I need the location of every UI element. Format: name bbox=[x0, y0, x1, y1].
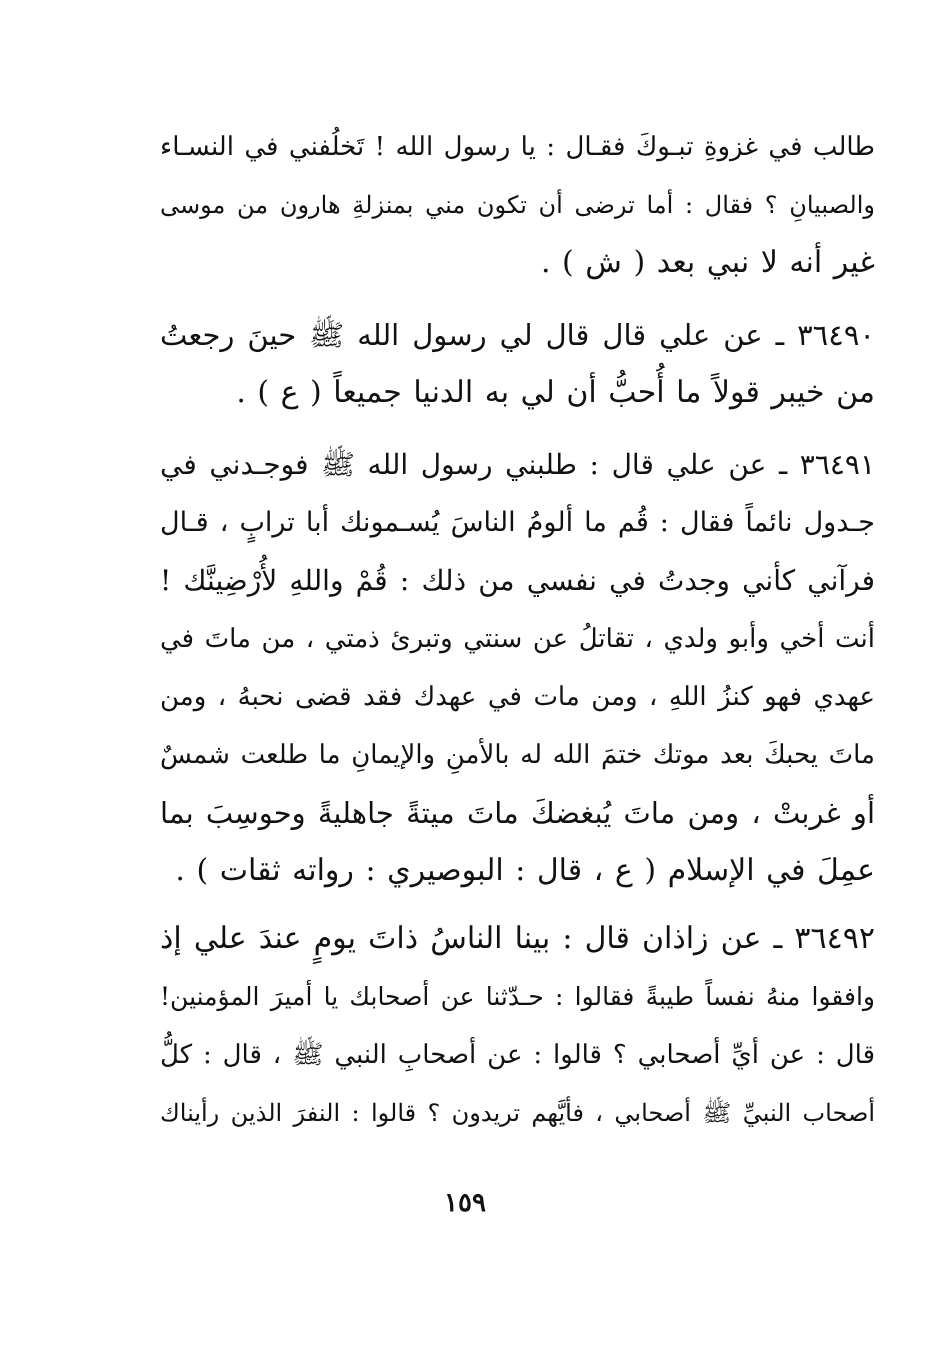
text-line: عمِلَ في الإسلام ( ع ، قال : البوصيري : رواته ثقات ) . bbox=[175, 853, 875, 888]
hadith-36491 bbox=[160, 436, 875, 900]
text-line: ماتَ يحبكَ بعد موتك ختمَ الله له بالأمنِ والإيمانِ ما طلعت شمسٌ bbox=[160, 740, 875, 770]
text-line: والصبيانِ ؟ فقال : أما ترضى أن تكون مني بمنزلةِ هارون من موسى bbox=[160, 191, 875, 219]
text-line: طالب في غزوةِ تبـوكَ فقـال : يا رسول الله ! تَخلُفني في النسـاء bbox=[160, 132, 875, 162]
text-line: أو غربتْ ، ومن ماتَ يُبغضكَ ماتَ ميتةً جاهليةً وحوسِبَ بما bbox=[160, 796, 875, 830]
paragraph-continuation bbox=[160, 118, 875, 292]
text-line: ٣٦٤٩٢ ـ عن زاذان قال : بينا الناسُ ذاتَ يومٍ عندَ علي إذ bbox=[160, 921, 875, 956]
hadith-36490 bbox=[160, 306, 875, 422]
text-line: أنت أخي وأبو ولدي ، تقاتلُ عن سنتي وتبرئ ذمتي ، من ماتَ في bbox=[160, 624, 875, 654]
text-line: أصحاب النبيِّ ﷺ أصحابي ، فأيَّهم تريدون ؟ قالوا : النفرَ الذين رأيناك bbox=[160, 1099, 875, 1127]
text-line: ٣٦٤٩١ ـ عن علي قال : طلبني رسول الله ﷺ فوجـدني في bbox=[160, 448, 875, 481]
text-line: قال : عن أيِّ أصحابي ؟ قالوا : عن أصحابِ النبي ﷺ ، قال : كلُّ bbox=[160, 1040, 875, 1070]
hadith-36492 bbox=[160, 910, 875, 1142]
paragraph-gap bbox=[160, 900, 875, 910]
text-line: من خيبر قولاً ما أُحبُّ أن لي به الدنيا جميعاً ( ع ) . bbox=[236, 375, 875, 410]
page-body bbox=[160, 118, 875, 1228]
text-line: وافقوا منهُ نفساً طيبةً فقالوا : حـدّثنا عن أصحابك يا أميرَ المؤمنين! bbox=[160, 982, 875, 1011]
text-line: غير أنه لا نبي بعد ( ش ) . bbox=[540, 245, 875, 280]
text-line: ٣٦٤٩٠ ـ عن علي قال قال لي رسول الله ﷺ حينَ رجعتُ bbox=[160, 318, 875, 352]
text-line: فرآني كأني وجدتُ في نفسي من ذلك : قُمْ واللهِ لأُرْضِينَّك ! bbox=[160, 564, 875, 597]
page-number: ١٥٩ bbox=[444, 1188, 486, 1218]
text-line: جـدول نائماً فقال : قُم ما ألومُ الناسَ يُسـمونك أبا ترابٍ ، قـال bbox=[160, 507, 875, 538]
paragraph-gap bbox=[160, 292, 875, 306]
text-line: عهدي فهو كنزُ اللهِ ، ومن مات في عهدك فقد قضى نحبهُ ، ومن bbox=[160, 682, 875, 712]
paragraph-gap bbox=[160, 422, 875, 436]
